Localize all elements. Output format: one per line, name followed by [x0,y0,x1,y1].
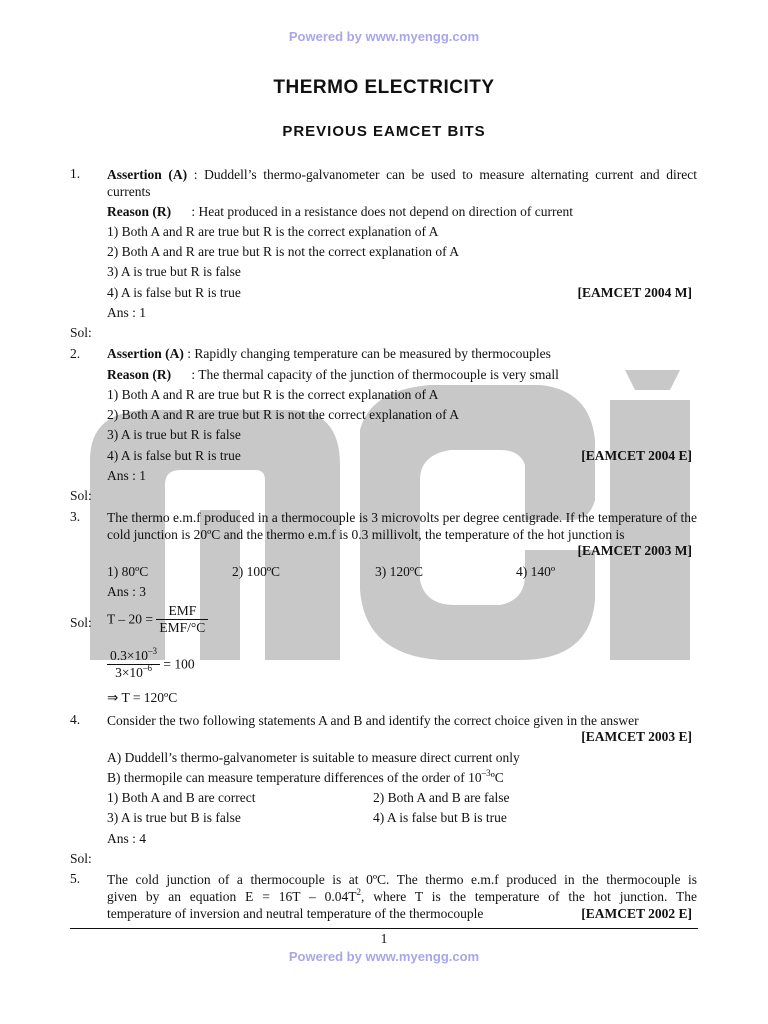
solution-equation-2 [107,648,195,681]
fraction-ratio [107,648,160,681]
fraction-denominator: EMF/°C [159,620,206,635]
question-1-option-4: 4) A is false but R is true [107,285,241,300]
question-4-answer: Ans : 4 [107,831,147,846]
question-3-option-2: 2) 100ºC [232,564,281,579]
question-5-exam-tag: [EAMCET 2002 E] [581,906,692,921]
question-4-option-1: 1) Both A and B are correct [107,790,256,805]
question-1-assertion [107,166,697,200]
footer-powered-link[interactable]: Powered by www.myengg.com [288,949,480,964]
question-4-sol-label: Sol: [70,851,92,866]
page-subtitle: PREVIOUS EAMCET BITS [282,123,486,140]
fraction-numerator: $0.3\times 10^{-3}$ [107,648,160,665]
question-2-exam-tag: [EAMCET 2004 E] [581,448,692,463]
question-2-option-2: 2) Both A and R are true but R is not the correct explanation of A [107,407,460,422]
reason-label: Reason (R) [107,367,172,382]
question-3-text: The thermo e.m.f produced in a thermocouple is 3 microvolts per degree centigrade. If the temperature of the cold junction is 20ºC and the thermo e.m.f is 0.3 millivolt, the temperature of the hot junction is [107,510,697,542]
assertion-text: : Rapidly changing temperature can be measured by thermocouples [187,346,551,361]
question-2-option-1: 1) Both A and R are true but R is the correct explanation of A [107,387,439,402]
question-1-option-1: 1) Both A and R are true but R is the correct explanation of A [107,224,439,239]
fraction-denominator: $3\times 10^{-6}$ [115,663,152,680]
question-1-exam-tag: [EAMCET 2004 M] [577,285,692,300]
question-4-option-2: 2) Both A and B are false [373,790,510,805]
reason-text: : The thermal capacity of the junction of thermocouple is very small [191,367,559,382]
question-1-number: 1. [70,166,81,181]
question-4-statement-a: A) Duddell’s thermo-galvanometer is suitable to measure direct current only [107,750,520,765]
question-4-option-4: 4) A is false but B is true [373,810,507,825]
assertion-label: Assertion (A) [107,346,184,361]
question-4-exam-tag: [EAMCET 2003 E] [581,729,692,744]
question-1-sol-label: Sol: [70,325,92,340]
question-2-assertion [107,346,551,362]
solution-equation-1 [107,603,208,636]
header-powered-link[interactable]: Powered by www.myengg.com [288,29,480,44]
question-1-option-3: 3) A is true but R is false [107,264,241,279]
question-4-number: 4. [70,712,81,727]
question-3-exam-tag: [EAMCET 2003 M] [577,543,692,558]
question-3-answer: Ans : 3 [107,584,147,599]
question-5-line-3: temperature of inversion and neutral temperature of the thermocouple [107,906,484,921]
page-title: THERMO ELECTRICITY [273,77,495,98]
question-1-reason [107,204,573,220]
question-2-reason [107,367,559,383]
footer-divider [70,928,698,929]
question-2-option-3: 3) A is true but R is false [107,427,241,442]
question-4-statement-b: B) thermopile can measure temperature differences of the order of $10^{-3}ºC$ [107,768,504,785]
assertion-label: Assertion (A) [107,167,188,182]
question-3-option-3: 3) 120ºC [375,564,424,579]
question-1-answer: Ans : 1 [107,305,147,320]
question-3-option-4: 4) 140º [516,564,556,579]
question-1-option-2: 2) Both A and R are true but R is not the correct explanation of A [107,244,460,259]
solution-result: ⇒ T = 120ºC [107,690,178,705]
assertion-text: : Duddell’s thermo-galvanometer can be used to measure alternating current and direct currents [107,167,697,199]
reason-text: : Heat produced in a resistance does not depend on direction of current [191,204,573,219]
equation-rhs: = 100 [163,656,195,672]
question-5-number: 5. [70,871,81,886]
question-2-number: 2. [70,346,81,361]
question-4-option-3: 3) A is true but B is false [107,810,241,825]
equation-lhs: T – 20 = [107,611,153,627]
question-2-answer: Ans : 1 [107,468,147,483]
fraction-emf [156,603,208,636]
question-3-sol-label: Sol: [70,615,92,630]
question-4-text: Consider the two following statements A and B and identify the correct choice given in the answer [107,713,639,728]
question-5-line-2: given by an equation $E = 16T - 0.04T^2$, where T is the temperature of the hot junction. The [107,887,697,904]
question-2-option-4: 4) A is false but R is true [107,448,241,463]
reason-label: Reason (R) [107,204,172,219]
question-5-line-1: The cold junction of a thermocouple is at 0ºC. The thermo e.m.f produced in the thermocouple is [107,872,697,887]
fraction-numerator: EMF [156,603,208,620]
question-3-option-1: 1) 80ºC [107,564,149,579]
question-2-sol-label: Sol: [70,488,92,503]
page-number: 1 [380,931,388,946]
question-3-number: 3. [70,509,81,524]
